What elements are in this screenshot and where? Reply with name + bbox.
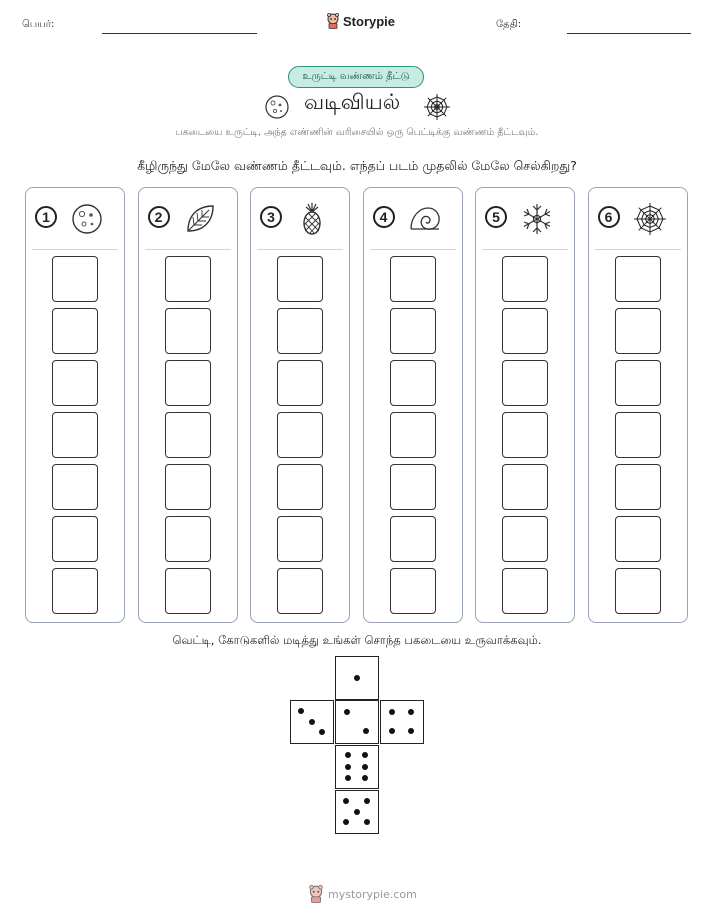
- footer-url[interactable]: mystorypie.com: [328, 887, 417, 901]
- spiderweb-icon: [633, 202, 667, 236]
- color-box[interactable]: [390, 464, 436, 510]
- color-box[interactable]: [615, 568, 661, 614]
- dice-pip: [354, 809, 360, 815]
- color-box[interactable]: [390, 516, 436, 562]
- dice-pip: [343, 819, 349, 825]
- dice-pip: [362, 775, 368, 781]
- moon-icon: [70, 202, 104, 236]
- cut-instruction: வெட்டி, கோடுகளில் மடித்து உங்கள் சொந்த பகடையை உருவாக்கவும்.: [172, 633, 542, 647]
- color-box[interactable]: [277, 516, 323, 562]
- leaf-icon: [183, 202, 217, 236]
- name-line[interactable]: [102, 33, 257, 34]
- dice-pip: [362, 764, 368, 770]
- column-5: [475, 187, 575, 623]
- column-3: [250, 187, 350, 623]
- column-divider: [257, 249, 343, 250]
- dice-pip: [364, 819, 370, 825]
- color-box[interactable]: [502, 516, 548, 562]
- color-box[interactable]: [277, 412, 323, 458]
- color-box[interactable]: [277, 568, 323, 614]
- snowflake-icon: [520, 202, 554, 236]
- dice-face-6: [335, 745, 379, 789]
- name-label: பெயர்:: [22, 19, 55, 30]
- color-box[interactable]: [615, 464, 661, 510]
- color-box[interactable]: [165, 464, 211, 510]
- activity-pill: உருட்டி வண்ணம் தீட்டு: [288, 66, 424, 88]
- dice-pip: [364, 798, 370, 804]
- color-box[interactable]: [615, 360, 661, 406]
- dice-pip: [343, 798, 349, 804]
- dice-pip: [363, 728, 369, 734]
- color-box[interactable]: [165, 256, 211, 302]
- dice-face-2: [335, 700, 379, 744]
- dice-pip: [389, 728, 395, 734]
- dice-pip: [344, 709, 350, 715]
- color-box[interactable]: [502, 568, 548, 614]
- color-box[interactable]: [502, 308, 548, 354]
- dice-pip: [408, 709, 414, 715]
- color-box[interactable]: [52, 464, 98, 510]
- color-box[interactable]: [390, 308, 436, 354]
- color-box[interactable]: [52, 308, 98, 354]
- color-box[interactable]: [390, 412, 436, 458]
- color-box[interactable]: [165, 516, 211, 562]
- storypie-mascot-icon: [326, 13, 340, 29]
- color-box[interactable]: [52, 568, 98, 614]
- spiderweb-icon: [422, 92, 452, 122]
- color-box[interactable]: [502, 360, 548, 406]
- dice-pip: [298, 708, 304, 714]
- brand-name: Storypie: [343, 13, 396, 29]
- color-box[interactable]: [52, 360, 98, 406]
- color-box[interactable]: [390, 256, 436, 302]
- column-6: [588, 187, 688, 623]
- color-box[interactable]: [615, 256, 661, 302]
- column-number: 4: [373, 206, 395, 228]
- color-box[interactable]: [615, 516, 661, 562]
- color-box[interactable]: [52, 516, 98, 562]
- dice-face-1: [335, 656, 379, 700]
- storypie-mascot-icon: [308, 885, 324, 903]
- dice-pip: [319, 729, 325, 735]
- column-divider: [145, 249, 231, 250]
- color-box[interactable]: [277, 360, 323, 406]
- brand-logo: [326, 13, 395, 29]
- dice-face-3: [290, 700, 334, 744]
- date-label: தேதி:: [496, 19, 522, 30]
- footer: [308, 885, 417, 903]
- shell-icon: [408, 202, 442, 236]
- color-box[interactable]: [165, 568, 211, 614]
- dice-pip: [389, 709, 395, 715]
- date-line[interactable]: [567, 33, 691, 34]
- column-number: 2: [148, 206, 170, 228]
- dice-face-4: [380, 700, 424, 744]
- color-box[interactable]: [277, 308, 323, 354]
- column-number: 1: [35, 206, 57, 228]
- color-box[interactable]: [502, 464, 548, 510]
- dice-pip: [309, 719, 315, 725]
- title-row: [262, 88, 452, 124]
- question: கீழிருந்து மேலே வண்ணம் தீட்டவும். எந்தப் படம் முதலில் மேலே செல்கிறது?: [137, 158, 577, 173]
- column-number: 5: [485, 206, 507, 228]
- dice-pip: [408, 728, 414, 734]
- dice-pip: [345, 752, 351, 758]
- color-box[interactable]: [615, 412, 661, 458]
- color-box[interactable]: [52, 412, 98, 458]
- column-number: 6: [598, 206, 620, 228]
- color-box[interactable]: [502, 256, 548, 302]
- dice-pip: [345, 764, 351, 770]
- color-box[interactable]: [277, 464, 323, 510]
- pineapple-icon: [295, 202, 329, 236]
- dice-pip: [345, 775, 351, 781]
- column-divider: [482, 249, 568, 250]
- column-2: [138, 187, 238, 623]
- column-divider: [370, 249, 456, 250]
- column-divider: [595, 249, 681, 250]
- color-box[interactable]: [390, 360, 436, 406]
- color-box[interactable]: [165, 412, 211, 458]
- instructions: பகடையை உருட்டி, அந்த எண்ணின் வரிசையில் ஒரு பெட்டிக்கு வண்ணம் தீட்டவும்.: [175, 127, 539, 138]
- dice-face-5: [335, 790, 379, 834]
- dice-pip: [362, 752, 368, 758]
- dice-pip: [354, 675, 360, 681]
- column-4: [363, 187, 463, 623]
- column-divider: [32, 249, 118, 250]
- column-number: 3: [260, 206, 282, 228]
- color-box[interactable]: [615, 308, 661, 354]
- color-box[interactable]: [277, 256, 323, 302]
- column-1: [25, 187, 125, 623]
- color-box[interactable]: [390, 568, 436, 614]
- color-box[interactable]: [52, 256, 98, 302]
- color-box[interactable]: [165, 308, 211, 354]
- page-title: வடிவியல்: [304, 90, 401, 114]
- color-box[interactable]: [502, 412, 548, 458]
- moon-icon: [264, 94, 290, 120]
- color-box[interactable]: [165, 360, 211, 406]
